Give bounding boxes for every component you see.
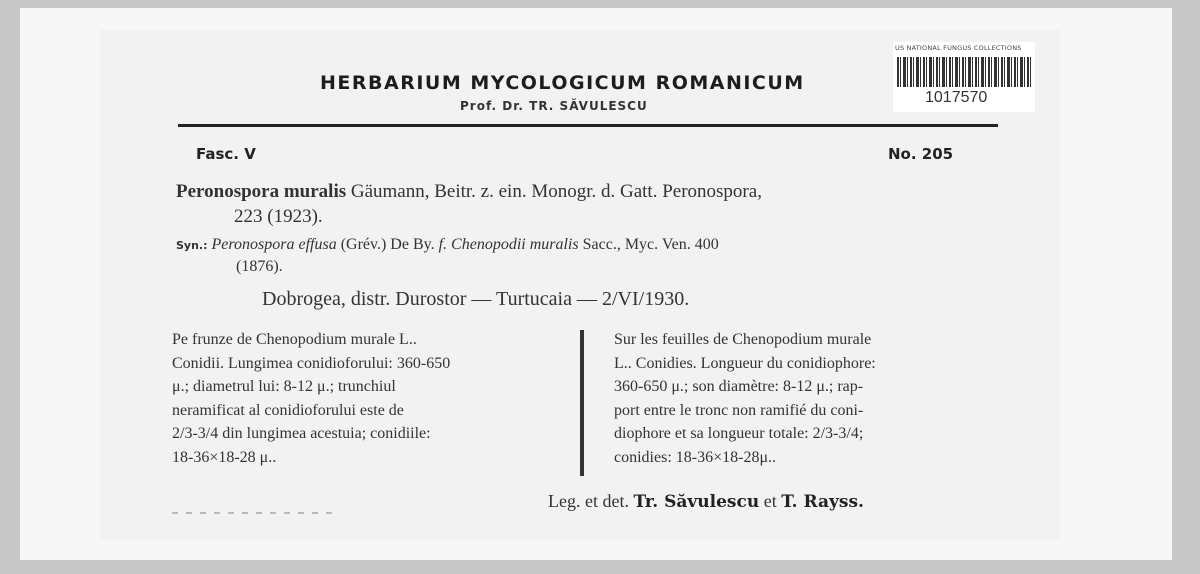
barcode-institution: US NATIONAL FUNGUS COLLECTIONS [895, 44, 1022, 52]
herbarium-curator: Prof. Dr. TR. SĂVULESCU [460, 99, 648, 113]
description-line: 18-36×18-28 μ.. [172, 448, 277, 466]
description-line: Sur les feuilles de Chenopodium murale [614, 331, 872, 348]
header-rule [178, 124, 998, 127]
description-line: port entre le tronc non ramifié du coni- [614, 401, 864, 419]
description-line: L.. Conidies. Longueur du conidiophore: [614, 354, 876, 372]
synonym-name: Peronospora effusa [207, 236, 337, 253]
synonym-year: (1876). [236, 258, 283, 275]
synonym-line [176, 236, 719, 254]
collectors-prefix: Leg. et det. [548, 491, 634, 511]
description-romanian [172, 328, 450, 469]
collector-2: T. Rayss. [781, 492, 864, 512]
description-line: neramificat al conidioforului este de [172, 401, 404, 419]
species-authority: Gäumann, Beitr. z. ein. Monogr. d. Gatt. Peronospora, [346, 181, 762, 202]
description-line: 2/3-3/4 din lungimea acestuia; conidiile: [172, 425, 431, 442]
barcode-icon [897, 57, 1032, 87]
species-name: Peronospora muralis [176, 181, 347, 202]
fascicle: Fasc. V [196, 145, 256, 163]
barcode-number: 1017570 [925, 89, 988, 106]
description-line: diophore et sa longueur totale: 2/3-3/4; [614, 425, 864, 442]
synonym-label: Syn.: [176, 239, 208, 252]
synonym-forma: f. Chenopodii muralis [438, 236, 579, 253]
description-line: 360-650 μ.; son diamètre: 8-12 μ.; rap- [614, 378, 864, 395]
synonym-author: (Grév.) De By. [336, 236, 439, 253]
collectors-conj: et [759, 491, 782, 511]
column-divider [580, 330, 584, 476]
collectors [548, 491, 864, 512]
faint-mark [172, 512, 332, 514]
collector-1: Tr. Săvulescu [633, 492, 760, 512]
description-french [614, 328, 876, 469]
description-line: Conidii. Lungimea conidioforului: 360-650 [172, 354, 451, 372]
synonym-citation: Sacc., Myc. Ven. 400 [578, 236, 719, 253]
herbarium-title: HERBARIUM MYCOLOGICUM ROMANICUM [320, 72, 805, 94]
description-line: Pe frunze de Chenopodium murale L.. [172, 331, 417, 348]
specimen-number: No. 205 [888, 145, 954, 163]
description-line: conidies: 18-36×18-28μ.. [614, 448, 777, 466]
locality: Dobrogea, distr. Durostor — Turtucaia — 2/VI/1930. [262, 288, 690, 310]
species-year: 223 (1923). [234, 206, 323, 227]
description-line: μ.; diametrul lui: 8-12 μ.; trunchiul [172, 378, 396, 395]
species-line [176, 181, 762, 203]
